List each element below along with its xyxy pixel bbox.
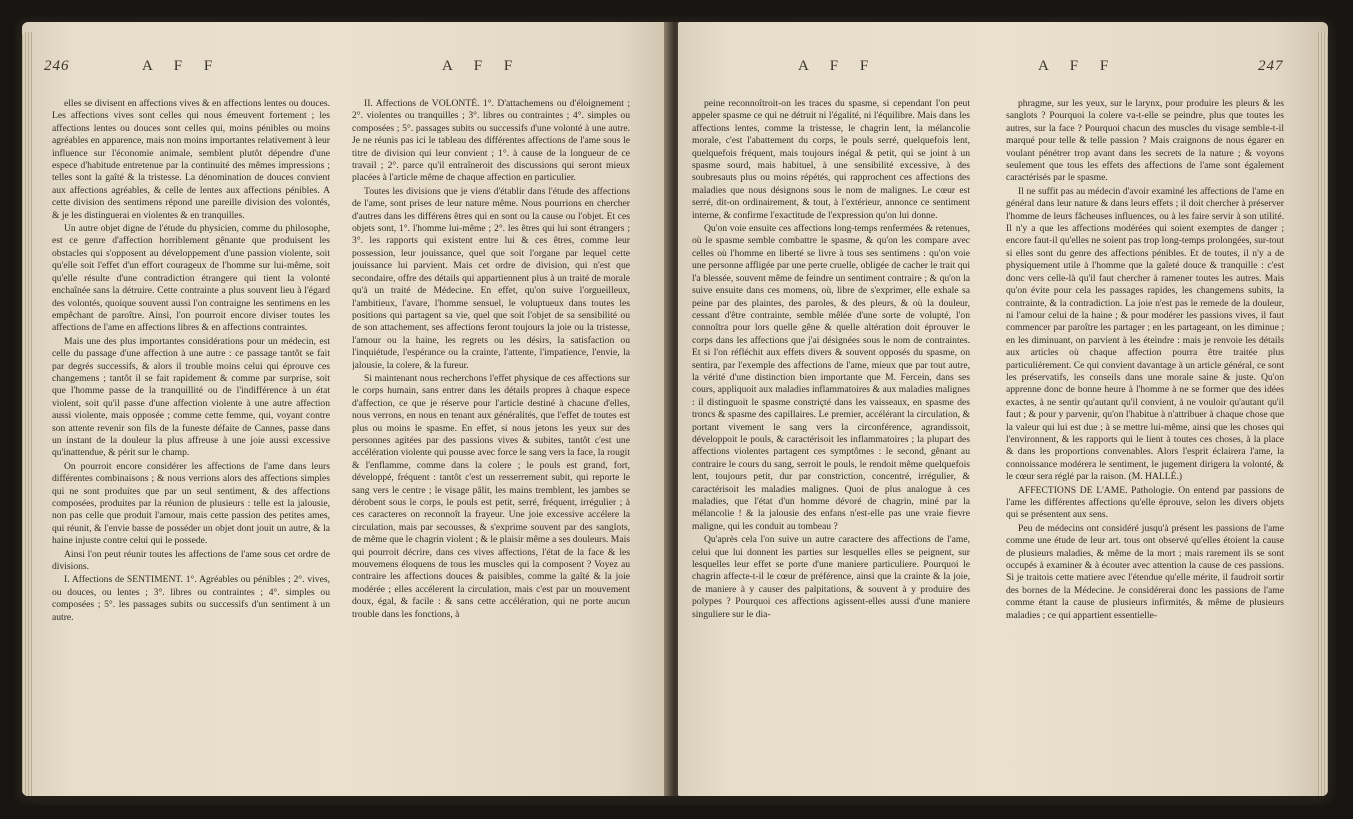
- paragraph: elles se divisent en affections vives & en affections lentes ou douces. Les affections vives sont celles qui nous émeuvent fortement ; les affections lentes ou douces sont celles qui, moins pénibles ou moins agréables en apparence, mais non moins importantes relativement à leur influence sur l'économie animale, semblent plutôt dépendre d'une espece d'habitude entretenue par la continuité des mêmes impressions ; telles sont la gaîté & la tristesse. La dénomination de douces convient aux affections agréables, & celle de lentes aux affections pénibles. A cette division des sentimens répond une pareille division des volontés, & je les distinguerai en violentes & en tranquilles.: [52, 98, 330, 221]
- paragraph: Qu'après cela l'on suive un autre caractere des affections de l'ame, celui que lui donnent les parties sur lesquelles elles se peignent, sur lesquelles leur effet se porte d'une maniere particuliere. Pourquoi le chagrin affecte-t-il le cœur de préférence, ainsi que la crainte & la joie, de maniere à y causer des palpitations, & souvent à y produire des polypes ? Pourquoi ces affections agissent-elles aussi d'une maniere singuliere sur le dia-: [692, 534, 970, 620]
- left-column-1: [52, 98, 330, 788]
- paragraph: Un autre objet digne de l'étude du physicien, comme du philosophe, est ce genre d'affection horriblement gênante que produisent les obstacles qui s'opposent au développement d'une passion violente, soit qu'elle soit l'effet d'un effort courageux de l'homme sur lui-même, soit qu'elle résulte d'une contradiction étrangere qui tient la volonté enchaînée sans la détruire. Cette contrainte a plus souvent lieu à l'égard des volontés, quoique souvent aussi l'on contraigne les sentimens en les empêchant de paroître. Ainsi, l'on pourroit encore diviser toutes les affections de l'ame en affections libres & en affections contraintes.: [52, 223, 330, 334]
- left-running-head: [22, 58, 670, 88]
- right-column-2: [1006, 98, 1284, 788]
- right-page: [678, 22, 1328, 796]
- paragraph: peine reconnoîtroit-on les traces du spasme, si cependant l'on peut appeler spasme ce qui ne détruit ni l'égalité, ni l'équilibre. Mais dans les affections lentes, comme la tristesse, le chagrin lent, la mélancolie morale, c'est l'abattement du corps, le pouls serré, quelquefois lent, quelquefois fréquent, mais toujours inégal & petit, qui se joint à un spasme sourd, mais habituel, à une sensibilité excessive, à des soubresauts plus ou moins répétés, qui rapprochent ces affections des maladies que nous désignons sous le nom de malignes. Le cœur est serré, dit-on ordinairement, & tout, à l'extérieur, annonce ce sentiment interne, & confirme l'exactitude de l'expression qu'on lui donne.: [692, 98, 970, 221]
- paragraph: AFFECTIONS DE L'AME. Pathologie. On entend par passions de l'ame les différentes affections qu'elle éprouve, selon les divers objets qui se présentent aux sens.: [1006, 484, 1284, 521]
- paragraph: Si maintenant nous recherchons l'effet physique de ces affections sur le corps humain, sans entrer dans les détails propres à chaque espece d'affection, ce que je réserve pour l'article destiné à chacune d'elles, nous verrons, en nous en tenant aux généralités, que l'effet de toutes est plus ou moins le spasme. En effet, si nous jetons les yeux sur des personnes agitées par des passions vives & subites, tantôt c'est une accélération violente qui pousse avec force le sang vers la face, la rougit & l'enflamme, comme dans la colere ; le pouls est grand, fort, développé, fréquent : tantôt c'est un resserrement subit, qui reporte le sang vers le centre ; le visage pâlit, les mains tremblent, les jambes se dérobent sous le corps, le pouls est petit, serré, fréquent, irrégulier ; à ces caracteres on reconnoît la frayeur. Une joie excessive accélere la circulation, mais par secousses, & s'exprime souvent par des sanglots, de même que le chagrin violent ; & le plaisir même a ses douleurs. Mais qui pourroit décrire, dans ces vives affections, l'état de la face & les mouvemens éloquens de tous les muscles qui la composent ? Voyez au contraire les affections douces & paisibles, comme la gaîté & la joie modérée ; elles accélerent la circulation, mais c'est par un mouvement doux, égal, & facile : & sans cette accélération, qui ne porte aucun trouble dans les fonctions, à: [352, 372, 630, 620]
- right-running-head: [678, 58, 1328, 88]
- right-column-1: [692, 98, 970, 788]
- left-column-2: [352, 98, 630, 788]
- header-word: A F F: [142, 58, 222, 74]
- paragraph: phragme, sur les yeux, sur le larynx, pour produire les pleurs & les sanglots ? Pourquoi la colere va-t-elle se peindre, plus que toutes les autres, sur la face ? Pourquoi chacun des muscles du visage semble-t-il marqué pour telle & telle passion ? Mais craignons de nous égarer en voulant pénétrer trop avant dans les secrets de la nature ; & voyons seulement que tous les effets des affections de l'ame sont également caractérisés par le spasme.: [1006, 98, 1284, 184]
- header-word: A F F: [798, 58, 878, 74]
- paragraph: Toutes les divisions que je viens d'établir dans l'étude des affections de l'ame, sont prises de leur nature même. Nous pourrions en chercher d'autres dans les différens êtres qui en sont ou la cause ou l'objet. Et ces objets sont, 1°. l'homme lui-même ; 2°. les êtres qui lui sont étrangers ; 3°. les rapports qui existent entre lui & ces êtres, comme leur possession, leur jouissance, quel que soit l'organe par lequel cette jouissance lui parvient. Mais cet ordre de division, qui n'est que secondaire, offre des détails qui appartiennent plus à un traité de morale qu'à un traité de Médecine. En effet, qu'on suive l'orgueilleux, l'ambitieux, l'avare, l'homme sensuel, le voluptueux dans toutes les positions qui partagent sa vie, quel que soit l'objet de sa sensibilité ou de son attachement, ses affections feront toujours la joie ou la tristesse, l'amour ou la haine, les regrets ou les désirs, la satisfaction ou l'inquiétude, l'espérance ou la crainte, l'attente, l'impatience, l'envie, la jalousie, la colere, & la fureur.: [352, 185, 630, 371]
- paragraph: Mais une des plus importantes considérations pour un médecin, est celle du passage d'une affection à une autre : ce passage tantôt se fait par degrés successifs, & alors il trouble moins celui qui éprouve ces changemens ; tantôt il se fait rapidement & comme par surprise, soit que l'homme passe de la tranquillité ou de l'indifférence à un état violent, soit qu'il passe d'une affection violente à une autre affection aussi violente, mais opposée ; comme cette femme, qui, voyant contre son attente revenir son fils de la funeste défaite de Cannes, passe dans un instant de la douleur la plus affreuse à une joie aussi excessive qu'inattendue, & périt sur le champ.: [52, 335, 330, 459]
- paragraph: Peu de médecins ont considéré jusqu'à présent les passions de l'ame comme une étude de leur art. tous ont observé qu'elles étoient la cause de plusieurs maladies, & même de la mort ; mais rarement ils se sont occupés à examiner & à écouter avec attention la cause de ces passions. Si je traitois cette matiere avec l'étendue qu'elle mérite, il faudroit sortir des bornes de la Médecine. Je considérerai donc les passions de l'ame comme étant la cause de plusieurs infirmités, & même de plusieurs maladies ; ce qui appartient essentielle-: [1006, 522, 1284, 621]
- open-book: [14, 16, 1336, 806]
- right-fore-edge: [1318, 32, 1328, 796]
- left-fore-edge: [22, 32, 32, 796]
- header-word: A F F: [442, 58, 522, 74]
- paragraph: Qu'on voie ensuite ces affections long-temps renfermées & retenues, où le spasme semble combattre le spasme, & qu'on les compare avec celles où l'homme en liberté se livre à tous ses sentimens : qu'on voie une personne affligée par une perte cruelle, obligée de cacher le trait qui l'a blessée, souvent même de feindre un sentiment contraire ; & qu'on la suive ensuite dans ces momens, où, libre de s'exprimer, elle exhale sa peine par des plaintes, des paroles, & des pleurs, & où la douleur, cessant d'être contrainte, semble mêlée d'une sorte de volupté, l'on connoîtra pour lors quelle gêne & quelle altération doit éprouver le corps dans les affections que j'ai désignées sous le nom de contraintes. Et si l'on réfléchit aux effets divers & souvent opposés du spasme, on sentira, par l'exemple des affections de l'ame, mieux que par tout autre, la vérité d'une distinction bien importante que M. Fercein, dans ses cours, appliquoit aux maladies inflammatoires & aux maladies malignes : il distinguoit le spasme constriçté dans les vaisseaux, en spasme des troncs & spasme des capillaires. Le premier, accélérant la circulation, & portant vivement le sang vers la circonférence, agrandissoit, développoit le pouls, & caractérisoit les inflammatoires ; la plupart des affections violentes partagent ces symptômes : le second, gênant au contraire le cours du sang, serroit le pouls, le rendoit même quelquefois lent, toujours petit, dur par constriction, concentré, irrégulier, & caractérisoit les maladies malignes. Quoi de plus analogue à ces maladies, que l'état d'un homme dévoré de chagrin, miné par la mélancolie ! & la jalousie des enfans n'est-elle pas une vraie fievre maligne, qui les conduit au tombeau ?: [692, 223, 970, 532]
- paragraph: Il ne suffit pas au médecin d'avoir examiné les affections de l'ame en général dans leur nature & dans leurs effets ; il doit chercher à préserver l'homme de leurs fâcheuses influences, ou à les faire servir à son utilité. Il n'y a que les affections modérées qui soient exemptes de danger ; encore faut-il qu'elles ne soient pas trop long-temps prolongées, sur-tout si elles sont du genre des affections pénibles. Et de toutes, il n'y a de physiquement utile à l'homme que la gaîeté douce & tranquille : c'est donc vers celle-là qu'il faut chercher à ramener toutes les autres. Mais qu'on évite pour cela les passages rapides, les changemens subits, la contrainte, & la contradiction. La joie n'est pas le remede de la douleur, ni l'amour celui de la haine ; & pour modérer les passions vives, il faut commencer par paroître les partager ; en les partageant, on les diminue ; en les diminuant, on parvient à les éteindre : mais je renvoie les détails aux articles où chaque affection pourra être traitée plus particuliérement. Ce qui convient davantage à un article général, ce sont les préservatifs, les conseils dans une morale saine & juste. Qu'on apprenne donc de bonne heure à l'homme à ne se former que des idées exactes, à ne sentir qu'autant qu'il convient, à ne vouloir qu'autant qu'il faut ; & pour y parvenir, qu'on l'habitue à n'attribuer à chaque chose que la valeur qui lui est due ; à se mettre lui-même, ainsi que les choses qui l'environnent, & les rapports qui le lient à toutes ces choses, à la place & dans les proportions convenables. Alors l'esprit éclairera l'ame, la connoissance modérera le sentiment, le jugement dirigera la volonté, & le cœur sera réglé par la raison. (M. HALLÉ.): [1006, 185, 1284, 483]
- paragraph: Ainsi l'on peut réunir toutes les affections de l'ame sous cet ordre de divisions.: [52, 548, 330, 573]
- paragraph: On pourroit encore considérer les affections de l'ame dans leurs différentes combinaisons ; & nous verrions alors des affections simples qui ne sont produites que par un seul sentiment, & des affections composées, produites par la réunion de plusieurs : telle est la jalousie, non pas celle que produit l'amour, mais cette passion des petites ames, qui réunit, & l'envie basse de posséder un objet dont jouit un autre, & la haine injuste contre celui qui le possede.: [52, 460, 330, 547]
- page-number: 247: [1258, 58, 1284, 74]
- paragraph: II. Affections de VOLONTÉ. 1°. D'attachemens ou d'éloignement ; 2°. violentes ou tranquilles ; 3°. libres ou contraintes ; 4°. simples ou composées ; 5°. passages subits ou successifs d'une volonté à une autre. Je ne réunis pas ici le tableau des différentes affections de l'ame sous le titre de division qui leur convient ; 1°. à cause de la longueur de ce travail ; 2°. parce qu'il entraîneroit des discussions qui seront mieux placées à l'article même de chaque affection en particulier.: [352, 98, 630, 184]
- paragraph: I. Affections de SENTIMENT. 1°. Agréables ou pénibles ; 2°. vives, ou douces, ou lentes ; 3°. libres ou contraintes ; 4°. simples ou composées ; 5°. les passages subits ou successifs d'un sentiment à un autre.: [52, 574, 330, 623]
- header-word: A F F: [1038, 58, 1118, 74]
- left-page: [22, 22, 670, 796]
- page-number: 246: [44, 58, 70, 74]
